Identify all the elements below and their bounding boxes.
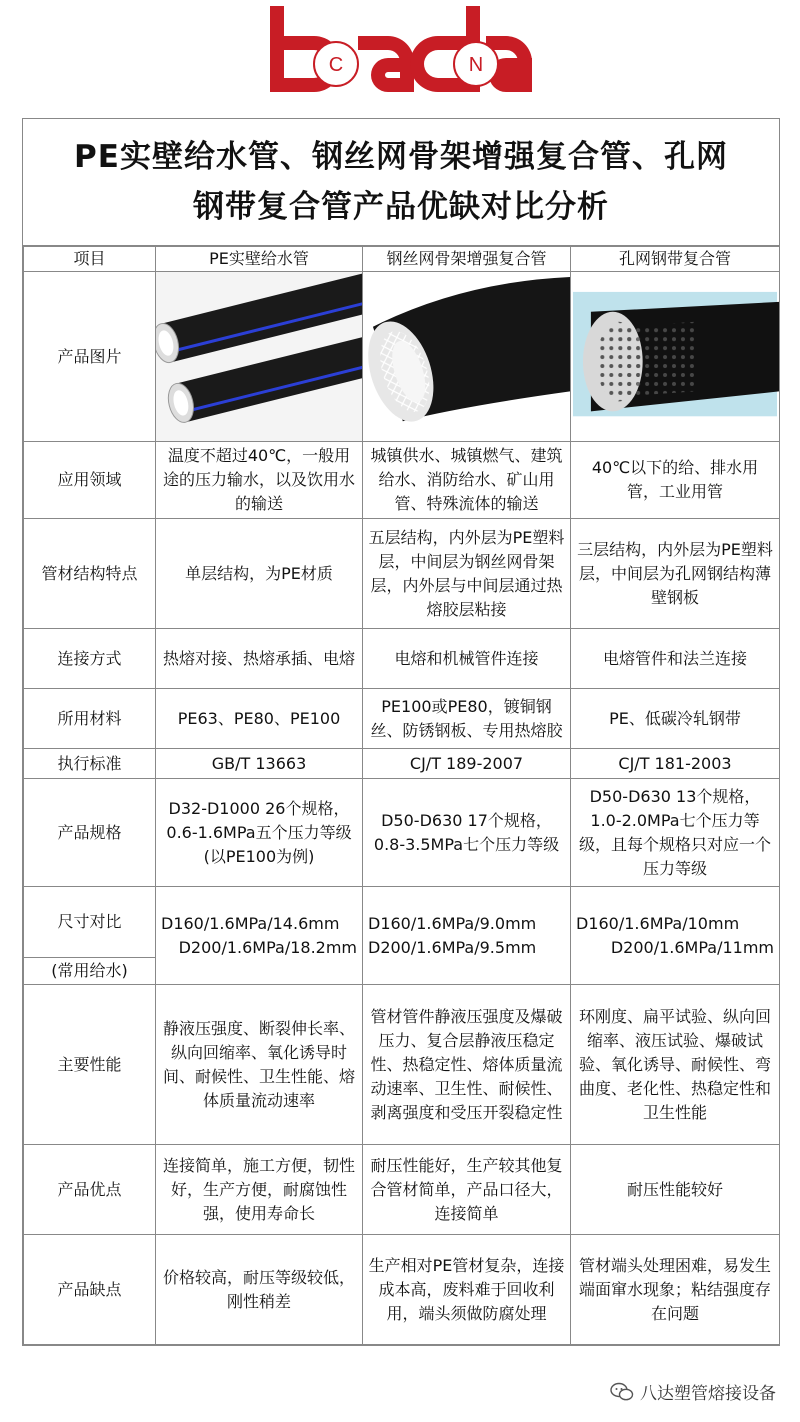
table-cell: GB/T 13663: [156, 749, 363, 779]
comparison-card: [22, 118, 780, 1346]
table-header-row: [24, 247, 780, 272]
row-label: 产品规格: [24, 779, 156, 887]
row-label: 产品优点: [24, 1145, 156, 1235]
table-cell: [363, 887, 571, 985]
table-cell: 环刚度、扁平试验、纵向回缩率、液压试验、爆破试验、氧化诱导、耐候性、弯曲度、老化性、热稳定性和卫生性能: [571, 985, 780, 1145]
table-row-images: [24, 272, 780, 442]
table-cell: 耐压性能较好: [571, 1145, 780, 1235]
table-cell: 40℃以下的给、排水用管，工业用管: [571, 442, 780, 519]
title-line-1: PE实壁给水管、钢丝网骨架增强复合管、孔网: [74, 139, 728, 175]
header-perforated-steel-pipe: 孔网钢带复合管: [571, 247, 780, 272]
row-label: 执行标准: [24, 749, 156, 779]
table-cell: 连接简单，施工方便，韧性好，生产方便，耐腐蚀性强，使用寿命长: [156, 1145, 363, 1235]
size-row-sublabel: (常用给水): [51, 961, 128, 981]
footer-watermark: [610, 1379, 776, 1404]
table-row: [24, 779, 780, 887]
table-cell: 单层结构，为PE材质: [156, 519, 363, 629]
header-pe-pipe: PE实壁给水管: [156, 247, 363, 272]
row-label: 所用材料: [24, 689, 156, 749]
table-cell: D50-D630 13个规格，1.0-2.0MPa七个压力等级，且每个规格只对应一个压力等级: [571, 779, 780, 887]
table-cell: 价格较高，耐压等级较低，刚性稍差: [156, 1235, 363, 1345]
row-label: 管材结构特点: [24, 519, 156, 629]
table-row: [24, 1235, 780, 1345]
table-cell: [156, 887, 363, 985]
size-line: D200/1.6MPa/11mm: [610, 937, 774, 957]
steel-wire-mesh-pipe-photo-icon: [363, 272, 571, 442]
table-cell: 电熔和机械管件连接: [363, 629, 571, 689]
table-cell: 城镇供水、城镇燃气、建筑给水、消防给水、矿山用管、特殊流体的输送: [363, 442, 571, 519]
header-item: 项目: [24, 247, 156, 272]
table-cell: D50-D630 17个规格，0.8-3.5MPa七个压力等级: [363, 779, 571, 887]
logo-letter-n: N: [468, 54, 484, 76]
pe-solid-pipe-photo-icon: [156, 272, 363, 442]
table-cell: CJ/T 189-2007: [363, 749, 571, 779]
table-row: [24, 985, 780, 1145]
table-row: [24, 749, 780, 779]
table-row: [24, 629, 780, 689]
perforated-steel-pipe-photo-icon: [571, 272, 780, 442]
table-cell: 三层结构，内外层为PE塑料层，中间层为孔网钢结构薄壁钢板: [571, 519, 780, 629]
row-label: 连接方式: [24, 629, 156, 689]
table-row: [24, 442, 780, 519]
wechat-icon: [610, 1382, 634, 1402]
table-cell: 管材端头处理困难，易发生端面窜水现象；粘结强度存在问题: [571, 1235, 780, 1345]
table-cell: 静液压强度、断裂伸长率、纵向回缩率、氧化诱导时间、耐候性、卫生性能、熔体质量流动速率: [156, 985, 363, 1145]
size-line: D160/1.6MPa/9.0mm: [368, 913, 537, 933]
size-row-label: 尺寸对比: [24, 887, 155, 958]
size-line: D160/1.6MPa/14.6mm: [161, 913, 340, 933]
table-cell: PE100或PE80，镀铜钢丝、防锈钢板、专用热熔胶: [363, 689, 571, 749]
logo-letter-c: C: [328, 54, 344, 76]
comparison-table: [23, 246, 780, 1345]
footer-text: 八达塑管熔接设备: [640, 1384, 776, 1404]
header-steel-wire-pipe: 钢丝网骨架增强复合管: [363, 247, 571, 272]
table-cell: 五层结构，内外层为PE塑料层，中间层为钢丝网骨架层，内外层与中间层通过热熔胶层粘接: [363, 519, 571, 629]
size-line: D200/1.6MPa/18.2mm: [178, 937, 357, 957]
table-row: [24, 519, 780, 629]
row-label: 应用领域: [24, 442, 156, 519]
table-row: [24, 689, 780, 749]
table-cell: PE63、PE80、PE100: [156, 689, 363, 749]
table-row-size-compare: [24, 887, 780, 985]
row-label: 主要性能: [24, 985, 156, 1145]
table-cell: 电熔管件和法兰连接: [571, 629, 780, 689]
size-line: D160/1.6MPa/10mm: [576, 913, 740, 933]
bada-logo: [270, 6, 532, 98]
table-cell: CJ/T 181-2003: [571, 749, 780, 779]
table-cell: D32-D1000 26个规格，0.6-1.6MPa五个压力等级(以PE100为例): [156, 779, 363, 887]
table-cell: PE、低碳冷轧钢带: [571, 689, 780, 749]
title-line-2: 钢带复合管产品优缺对比分析: [193, 189, 609, 225]
table-cell: 生产相对PE管材复杂，连接成本高，废料难于回收利用，端头须做防腐处理: [363, 1235, 571, 1345]
page-title: [23, 119, 779, 246]
row-label: [24, 887, 156, 985]
size-line: D200/1.6MPa/9.5mm: [368, 937, 537, 957]
row-label: 产品图片: [24, 272, 156, 442]
table-cell: [571, 887, 780, 985]
table-cell: 管材管件静液压强度及爆破压力、复合层静液压稳定性、热稳定性、熔体质量流动速率、卫生性、耐候性、剥离强度和受压开裂稳定性: [363, 985, 571, 1145]
table-cell: 热熔对接、热熔承插、电熔: [156, 629, 363, 689]
row-label: 产品缺点: [24, 1235, 156, 1345]
table-cell: 耐压性能好，生产较其他复合管材简单，产品口径大，连接简单: [363, 1145, 571, 1235]
table-cell: 温度不超过40℃，一般用途的压力输水，以及饮用水的输送: [156, 442, 363, 519]
table-row: [24, 1145, 780, 1235]
